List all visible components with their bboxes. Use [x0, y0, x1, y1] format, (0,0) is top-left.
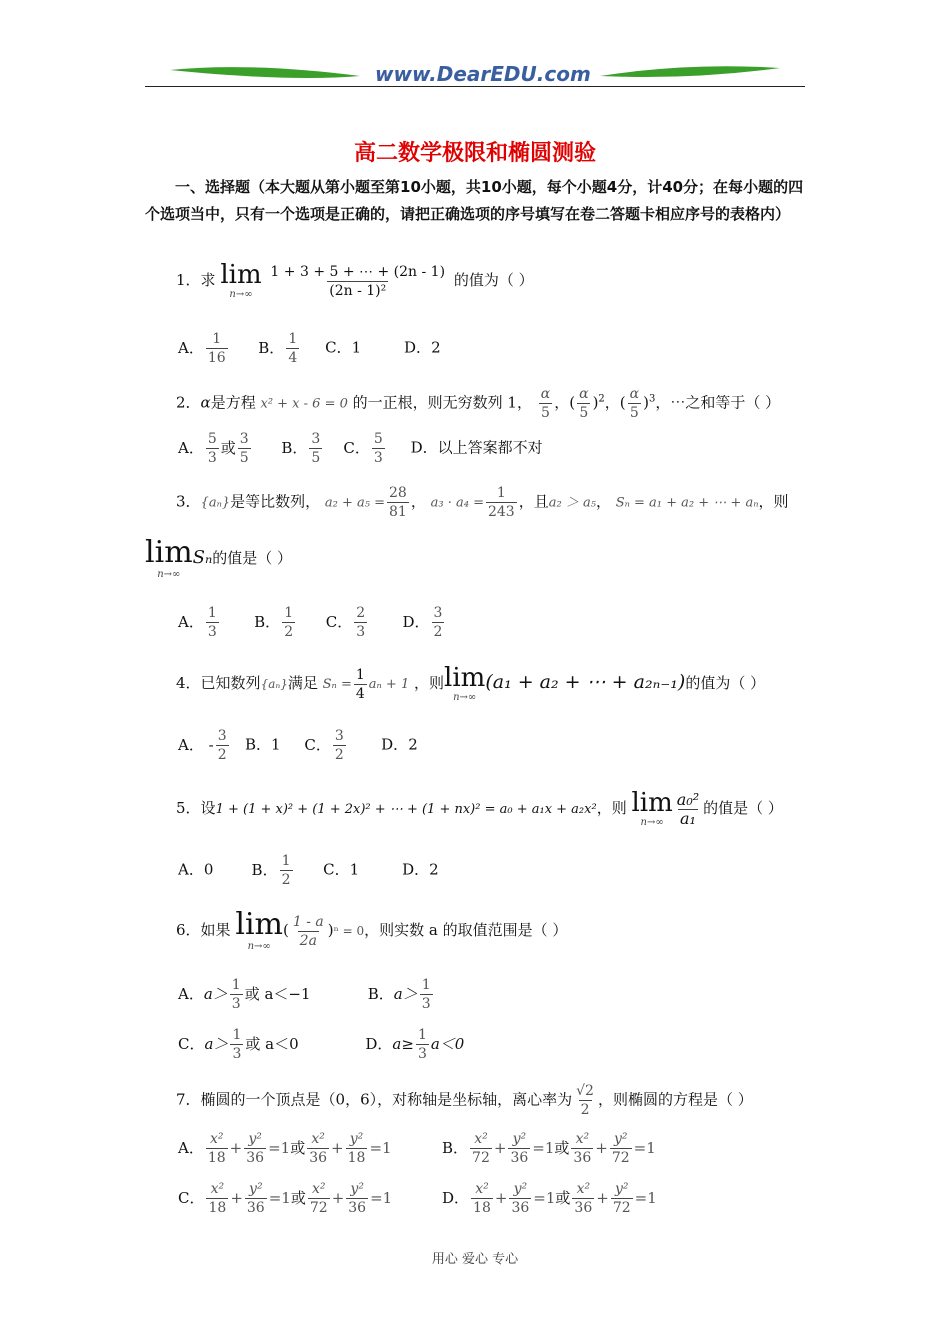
question-suffix: 的值是（ ）: [212, 549, 293, 567]
question-1: [176, 262, 534, 300]
question-text: 椭圆的一个顶点是（0，6），对称轴是坐标轴，离心率为: [200, 1090, 573, 1109]
alpha-symbol-icon: α: [200, 393, 211, 412]
question-suffix: ，则实数 a 的取值范围是（ ）: [364, 921, 568, 939]
fraction: $\frac{\alpha}{5}$: [540, 386, 551, 421]
question-text: ，则: [414, 674, 445, 692]
logo-text: www.DearEDU.com: [375, 62, 591, 86]
option-d[interactable]: D．2: [404, 338, 441, 357]
fraction: $\frac{\text{a₀²}}{\text{a₁}}$: [676, 789, 700, 828]
page-title: 高二数学极限和椭圆测验: [353, 141, 596, 166]
option-a[interactable]: A．a＞ $\frac{1}{3}$ 或 a＜−1: [178, 977, 311, 1012]
sequence-symbol: {aₙ}: [260, 677, 288, 691]
question-number: 2．: [176, 393, 201, 412]
option-a[interactable]: A． $\frac{\text{x²}}{18}$ + $\frac{\text{y²}}{36}$ =1或 $\frac{\text{x²}}{36}$ + $\frac{\text{y²}}{18}$ =1: [178, 1131, 392, 1166]
question-text: 是方程: [210, 393, 256, 412]
options-6-row1: [178, 976, 435, 1013]
question-7: [176, 1082, 753, 1119]
option-b[interactable]: B． $\frac{1}{2}$: [254, 605, 294, 640]
options-2: [178, 430, 543, 467]
question-text: 满足: [287, 674, 318, 692]
question-suffix: 的值为（ ）: [685, 674, 766, 692]
fraction: $\frac{1}{243}$: [487, 485, 515, 520]
fraction: $\frac{1 + 3 + 5 + \cdots + (2n - 1)}{\text{(2n - 1)²}}$: [270, 263, 446, 299]
fraction: $\frac{\alpha}{5}$: [579, 386, 589, 421]
equation: ⁿ = 0: [333, 924, 365, 938]
question-text: 如果: [200, 921, 231, 939]
equation: 1 + (1 + x)² + (1 + 2x)² + ⋯ + (1 + nx)² = a₀ + a₁x + a₂x²: [215, 802, 597, 817]
inequality: a₂ ＞ a₅: [548, 495, 596, 511]
question-suffix: ，则椭圆的方程是（ ）: [597, 1090, 753, 1109]
option-b[interactable]: B．a＞ $\frac{1}{3}$: [367, 977, 431, 1012]
question-text: ，则: [596, 799, 627, 817]
option-b[interactable]: B． $\frac{3}{5}$: [281, 431, 321, 466]
question-number: 3．: [176, 492, 201, 511]
equation: a₃ · a₄ =: [430, 495, 484, 511]
question-text: ，且: [518, 492, 549, 511]
fraction: $\frac{28}{81}$: [389, 485, 407, 520]
limit-operator: lim n→∞: [631, 788, 673, 828]
options-1: [178, 330, 441, 367]
limit-expression: Sₙ: [192, 547, 213, 568]
options-7-row1-right: [442, 1130, 656, 1167]
option-d[interactable]: D．以上答案都不对: [410, 438, 543, 457]
page-footer: 用心 爱心 专心: [431, 1252, 519, 1267]
fraction: $\frac{\alpha}{5}$: [629, 386, 640, 421]
option-a[interactable]: A． - $\frac{3}{2}$: [178, 728, 227, 763]
limit-operator: lim n→∞: [444, 663, 486, 703]
question-3: 3．{aₙ}是等比数列， a₂ + a₅ = $\frac{28}{81}$ ， a₃ · a₄ = $\frac{1}{243}$ ，且a₂ ＞ a₅， Sₙ = a₁ + a₂ + ⋯ + aₙ，则: [176, 485, 789, 520]
question-text: 求: [200, 271, 216, 289]
fraction: $\frac{1}{4}$: [355, 666, 365, 702]
header-logo: [170, 60, 780, 88]
options-7-row2-right: [442, 1180, 657, 1217]
limit-operator: lim n→∞: [145, 535, 193, 580]
equation: Sₙ =: [322, 677, 352, 692]
option-a[interactable]: A． $\frac{1}{16}$: [178, 331, 226, 366]
option-c[interactable]: C．1: [323, 860, 360, 879]
option-c[interactable]: C． $\frac{5}{3}$: [343, 431, 383, 466]
option-b[interactable]: B． $\frac{\text{x²}}{72}$ + $\frac{\text{y²}}{36}$ =1或 $\frac{\text{x²}}{36}$ + $\frac{\text{y²}}{72}$ =1: [442, 1131, 656, 1166]
section-instructions: 一、选择题（本大题从第小题至第10小题，共10小题，每个小题4分，计40分；在每小题的四个选项当中，只有一个选项是正确的，请把正确选项的序号填写在卷二答题卡相应序号的表格内）: [145, 178, 804, 223]
question-text: 设: [200, 799, 216, 817]
option-c[interactable]: C． $\frac{2}{3}$: [325, 605, 366, 640]
header-rule: [145, 86, 805, 87]
question-suffix: 的值为（ ）: [453, 271, 534, 289]
limit-expression: (a₁ + a₂ + ⋯ + a₂ₙ₋₁): [485, 671, 686, 693]
question-text: 的一正根，则无穷数列 1，: [352, 393, 532, 412]
options-6-row2: [178, 1026, 464, 1063]
question-suffix: ，⋯之和等于（ ）: [655, 393, 781, 412]
option-d[interactable]: D．a≥ $\frac{1}{3}$ a＜0: [365, 1027, 465, 1062]
question-3-cont: [145, 535, 293, 580]
question-number: 4．: [176, 674, 201, 692]
option-b[interactable]: B．1: [244, 735, 281, 754]
option-d[interactable]: D． $\frac{\text{x²}}{18}$ + $\frac{\text{y²}}{36}$ =1或 $\frac{\text{x²}}{36}$ + $\frac{\text{y²}}{72}$ =1: [442, 1181, 657, 1216]
sequence-symbol: {aₙ}: [200, 495, 231, 511]
equation: a₂ + a₅ =: [324, 495, 386, 511]
question-4: [176, 665, 765, 703]
option-b[interactable]: B． $\frac{1}{2}$: [251, 853, 291, 888]
question-text: 已知数列: [200, 674, 261, 692]
question-number: 7．: [176, 1090, 201, 1109]
options-3: [178, 604, 446, 641]
option-d[interactable]: D．2: [402, 860, 439, 879]
question-text: ，则: [758, 492, 789, 511]
question-number: 5．: [176, 799, 201, 817]
limit-operator: lim n→∞: [235, 907, 283, 952]
fraction: $\frac{1 - a}{2a}$: [292, 913, 324, 949]
question-text: 是等比数列，: [230, 492, 321, 511]
option-a[interactable]: A． $\frac{1}{3}$: [178, 605, 217, 640]
option-a[interactable]: A． $\frac{5}{3}$ 或 $\frac{3}{5}$: [178, 431, 249, 466]
limit-operator: lim n→∞: [220, 260, 262, 300]
question-2: 2．α是方程 x² + x - 6 = 0 的一正根，则无穷数列 1， $\frac{\alpha}{5}$ ，( $\frac{\alpha}{5}$ )$^2$，( $\frac{\alpha}{5}$ )$^3$，⋯之和等于（ ）: [176, 386, 781, 421]
option-c[interactable]: C．a＞ $\frac{1}{3}$ 或 a＜0: [178, 1027, 299, 1062]
question-5: [176, 790, 783, 828]
fraction: $\frac{√2}{2}$: [576, 1083, 594, 1118]
equation: aₙ + 1: [368, 677, 410, 692]
question-6: 6．如果 lim n→∞ ( $\frac{1 - a}{2a}$ )ⁿ = 0，则实数 a 的取值范围是（ ）: [176, 907, 568, 952]
option-c[interactable]: C． $\frac{3}{2}$: [304, 728, 344, 763]
equation: x² + x - 6 = 0: [260, 396, 348, 412]
options-4: [178, 727, 418, 764]
option-d[interactable]: D． $\frac{3}{2}$: [402, 605, 443, 640]
option-c[interactable]: C．1: [325, 338, 362, 357]
question-number: 1．: [176, 271, 201, 289]
option-d[interactable]: D．2: [381, 735, 418, 754]
question-number: 6．: [176, 921, 201, 939]
question-suffix: 的值是（ ）: [703, 799, 783, 817]
option-a[interactable]: A．0: [178, 860, 214, 879]
equation: Sₙ = a₁ + a₂ + ⋯ + aₙ: [615, 495, 759, 511]
options-7-row2: [178, 1180, 392, 1217]
options-5: [178, 852, 439, 889]
options-7-row1: [178, 1130, 392, 1167]
option-b[interactable]: B． $\frac{1}{4}$: [258, 331, 298, 366]
option-c[interactable]: C． $\frac{\text{x²}}{18}$ + $\frac{\text{y²}}{36}$ =1或 $\frac{\text{x²}}{72}$ + $\frac{\text{y²}}{36}$ =1: [178, 1181, 393, 1216]
